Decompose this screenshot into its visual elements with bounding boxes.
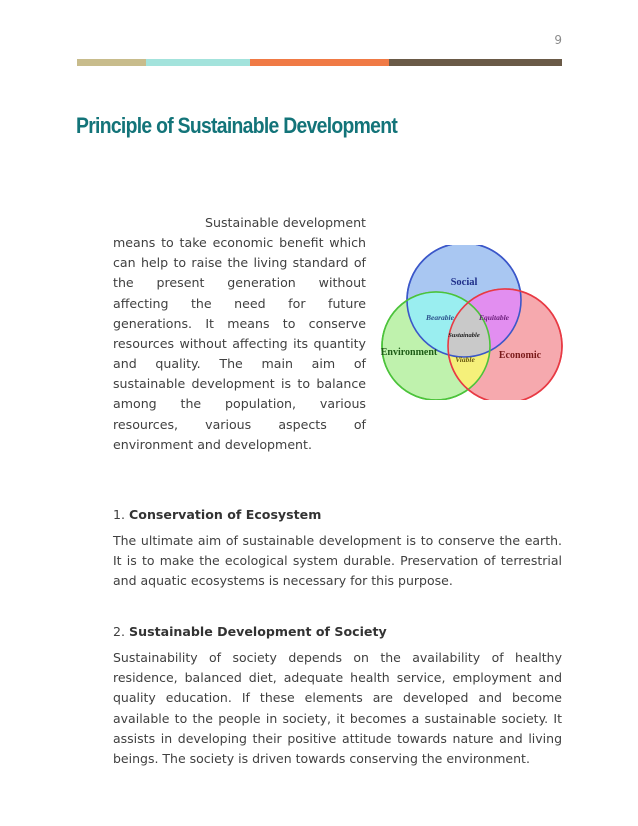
- section-society-body: [113, 648, 562, 769]
- color-bar-segment-orange: [250, 59, 389, 66]
- section-body: Sustainability of society depends on the availability of healthy residence, balanced diet, adequate health service, employment and quality education. If these elements are developed and become available to the people in society, it becomes a sustainable society. It assists in developing their positive attitude towards nature and living beings. The society is driven towards conserving the environment.: [113, 650, 562, 767]
- section-number: 1.: [113, 507, 126, 522]
- section-conservation-body: [113, 531, 562, 592]
- section-heading: [113, 506, 562, 524]
- label-social: Social: [450, 277, 478, 288]
- section-body: The ultimate aim of sustainable development is to conserve the earth. It is to make the ecological system durable. Preservation of terrestrial and aquatic ecosystems is necessary for this purpose.: [113, 533, 562, 589]
- label-sustainable: Sustainable: [448, 332, 480, 339]
- section-society-heading: [113, 623, 562, 641]
- intro-paragraph-main: Sustainable development means to take economic benefit which can help to raise the living standard of the present generation without affecting the need for future generations. It means to conserve resources without affecting its quantity and quality. The main aim of sustainable development is to balance among the population, various resources, various aspects of: [113, 215, 366, 432]
- color-bar-segment-aqua: [146, 59, 250, 66]
- page-title: Principle of Sustainable Development: [76, 113, 398, 138]
- header-color-bar: [77, 59, 562, 66]
- section-number: 2.: [113, 624, 126, 639]
- page-number: 9: [554, 33, 562, 47]
- label-viable: Viable: [455, 355, 475, 364]
- section-heading: [113, 623, 562, 641]
- section-title: Conservation of Ecosystem: [129, 507, 322, 522]
- label-bearable: Bearable: [426, 313, 454, 322]
- color-bar-segment-tan: [77, 59, 146, 66]
- label-environment: Environment: [380, 347, 438, 358]
- color-bar-segment-brown: [389, 59, 562, 66]
- label-equitable: Equitable: [478, 313, 510, 322]
- intro-paragraph-last-line: environment and development.: [113, 436, 312, 452]
- section-conservation-heading: [113, 506, 562, 524]
- section-title: Sustainable Development of Society: [129, 624, 387, 639]
- label-economic: Economic: [498, 350, 542, 361]
- sustainability-venn-diagram: [373, 245, 571, 400]
- intro-paragraph: [113, 213, 366, 455]
